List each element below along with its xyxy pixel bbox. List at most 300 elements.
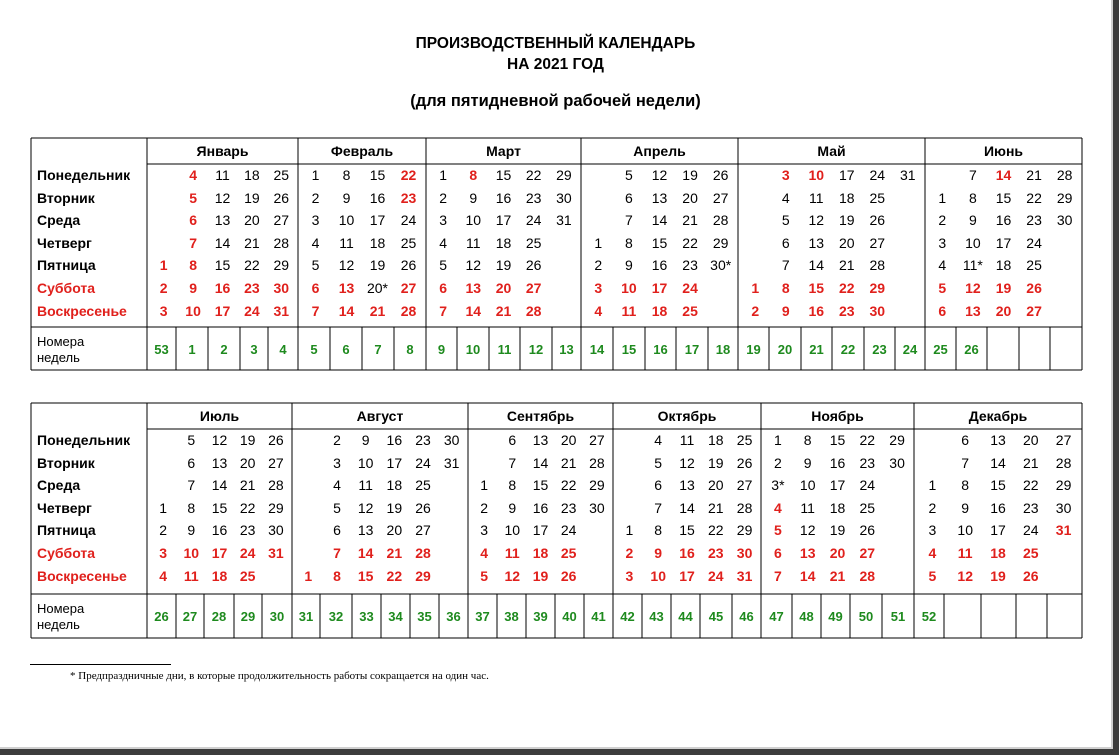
week-number: 45 [708, 609, 724, 624]
week-number: 25 [933, 342, 948, 357]
day-cell: 4 [654, 432, 663, 448]
day-cell: 6 [508, 432, 517, 448]
day-cell: 4 [159, 567, 167, 584]
week-number: 53 [154, 342, 169, 357]
week-number: 6 [342, 342, 350, 357]
day-cell: 23 [1023, 499, 1039, 516]
day-cell: 18 [995, 257, 1012, 274]
day-cell: 15 [211, 499, 228, 516]
month-name: Июль [199, 408, 240, 424]
day-cell: 11 [808, 189, 824, 206]
week-number: 21 [809, 342, 824, 357]
day-cell: 22 [1023, 477, 1039, 494]
day-cell: 3 [938, 234, 947, 251]
day-cell: 30 [556, 189, 572, 206]
week-number: 50 [858, 609, 874, 624]
day-cell: 13 [965, 302, 981, 319]
day-cell: 17 [214, 302, 231, 319]
day-cell: 27 [736, 477, 753, 494]
month-name: Май [817, 143, 846, 159]
day-cell: 12 [965, 280, 981, 296]
day-cell: 13 [799, 545, 816, 561]
day-cell: 15 [990, 477, 1006, 494]
day-cell: 29 [869, 280, 886, 296]
day-cell: 24 [525, 212, 542, 229]
day-cell: 24 [239, 545, 256, 561]
day-cell: 11 [679, 432, 695, 448]
day-cell: 27 [400, 280, 417, 296]
day-cell: 10 [808, 167, 825, 183]
month-name: Январь [196, 143, 249, 159]
day-cell: 22 [859, 432, 876, 448]
month-name: Декабрь [968, 408, 1028, 424]
day-cell: 23 [560, 499, 577, 516]
day-cell: 24 [1026, 234, 1042, 251]
day-cell: 3 [159, 302, 168, 319]
week-number: 14 [589, 342, 605, 357]
day-cell: 8 [189, 257, 197, 274]
day-cell: 26 [1023, 567, 1039, 584]
day-cell: 27 [589, 432, 605, 448]
day-cell: 19 [244, 189, 260, 206]
day-cell: 31 [736, 567, 753, 584]
month-name: Июнь [983, 143, 1024, 159]
day-cell: 2 [311, 189, 320, 206]
day-cell: 17 [369, 212, 386, 229]
day-cell: 27 [525, 280, 542, 296]
day-cell: 3 [594, 280, 603, 296]
day-cell: 11 [183, 567, 199, 584]
day-cell: 3 [928, 522, 937, 539]
day-cell: 1 [159, 499, 167, 516]
day-cell: 14 [214, 234, 231, 251]
day-cell: 13 [679, 477, 695, 494]
day-cell: 2 [938, 212, 947, 229]
viewer-edge-bottom [0, 749, 1119, 755]
month-name: Ноябрь [811, 408, 864, 424]
day-name-2: Вторник [37, 454, 95, 471]
day-cell: 7 [439, 302, 447, 319]
week-number: 46 [739, 609, 754, 624]
day-cell: 24 [1023, 522, 1039, 539]
day-cell: 24 [560, 522, 577, 539]
week-number: 32 [328, 609, 344, 624]
day-cell: 18 [532, 545, 549, 561]
day-cell: 9 [361, 432, 370, 448]
day-cell: 8 [961, 477, 970, 494]
day-cell: 1 [928, 477, 937, 494]
day-cell: 6 [439, 280, 447, 296]
day-cell: 20 [244, 212, 260, 229]
day-cell: 22 [838, 280, 855, 296]
day-cell: 20 [995, 302, 1012, 319]
day-cell: 25 [682, 302, 698, 319]
day-cell: 19 [495, 257, 512, 274]
day-cell: 26 [400, 257, 417, 274]
day-cell: 28 [712, 212, 729, 229]
day-cell: 12 [504, 567, 521, 584]
day-cell: 23 [1026, 212, 1042, 229]
day-cell: 12 [465, 257, 482, 274]
day-cell: 1 [311, 167, 320, 183]
day-cell: 8 [508, 477, 517, 494]
day-cell: 23 [415, 432, 431, 448]
day-cell: 28 [869, 257, 886, 274]
day-cell: 15 [495, 167, 512, 183]
day-cell: 12 [214, 189, 231, 206]
day-cell: 5 [938, 280, 947, 296]
day-cell: 16 [214, 280, 231, 296]
day-cell: 6 [187, 454, 196, 471]
day-cell: 14 [679, 499, 695, 516]
day-cell: 16 [386, 432, 403, 448]
weeks-label: Номера [37, 601, 85, 616]
week-number: 3 [250, 342, 258, 357]
month-name: Март [486, 143, 521, 159]
day-cell: 5 [480, 567, 488, 584]
day-cell: 3 [159, 545, 167, 561]
day-cell: 8 [342, 167, 351, 183]
day-cell: 2 [159, 280, 168, 296]
week-number: 29 [240, 609, 256, 624]
day-cell: 6 [781, 234, 790, 251]
day-cell: 6 [624, 189, 633, 206]
day-cell: 24 [708, 567, 724, 584]
day-cell: 29 [889, 432, 905, 448]
day-cell: 9 [187, 522, 196, 539]
day-cell: 25 [525, 234, 542, 251]
day-cell: 20 [239, 454, 256, 471]
day-cell: 17 [651, 280, 668, 296]
day-cell: 7 [624, 212, 633, 229]
day-cell: 26 [736, 454, 753, 471]
day-cell: 26 [712, 167, 729, 183]
week-number: 49 [828, 609, 843, 624]
day-cell: 15 [357, 567, 374, 584]
day-cell: 28 [736, 499, 753, 516]
day-cell: 21 [244, 234, 260, 251]
day-cell: 24 [244, 302, 260, 319]
day-cell: 23 [244, 280, 260, 296]
day-cell: 7 [333, 545, 341, 561]
day-cell: 14 [990, 454, 1006, 471]
day-cell: 20 [495, 280, 512, 296]
day-cell: 12 [651, 167, 668, 183]
day-cell: 13 [211, 454, 228, 471]
day-cell: 16 [495, 189, 512, 206]
day-cell: 11 [621, 302, 637, 319]
day-cell: 30 [589, 499, 605, 516]
day-cell: 2 [625, 545, 634, 561]
day-cell: 13 [808, 234, 825, 251]
day-cell: 31 [268, 545, 284, 561]
day-cell: 28 [525, 302, 542, 319]
day-cell: 21 [829, 567, 846, 584]
day-cell: 18 [211, 567, 228, 584]
day-cell: 29 [1055, 477, 1072, 494]
week-number: 16 [653, 342, 668, 357]
day-cell: 16 [808, 302, 825, 319]
week-number: 39 [533, 609, 548, 624]
day-cell: 30 [889, 454, 905, 471]
day-cell: 30* [710, 257, 732, 274]
day-cell: 31 [1055, 522, 1072, 539]
day-cell: 30 [443, 432, 460, 448]
day-cell: 31 [273, 302, 290, 319]
day-cell: 4 [189, 167, 197, 183]
week-number: 1 [188, 342, 196, 357]
day-cell: 21 [495, 302, 512, 319]
day-cell: 11 [504, 545, 520, 561]
day-cell: 15 [214, 257, 231, 274]
day-cell: 17 [838, 167, 855, 183]
day-cell: 18 [990, 545, 1006, 561]
day-cell: 21 [386, 545, 403, 561]
week-number: 33 [359, 609, 374, 624]
day-cell: 23 [838, 302, 855, 319]
day-cell: 30 [1055, 499, 1072, 516]
month-name: Август [356, 408, 404, 424]
day-cell: 4 [938, 257, 947, 274]
day-cell: 19 [682, 167, 698, 183]
day-cell: 4 [480, 545, 488, 561]
day-cell: 22 [525, 167, 542, 183]
day-cell: 17 [495, 212, 512, 229]
day-cell: 13 [651, 189, 668, 206]
day-cell: 29 [273, 257, 290, 274]
day-cell: 8 [333, 567, 341, 584]
day-cell: 10 [338, 212, 355, 229]
day-cell: 13 [214, 212, 231, 229]
day-cell: 26 [415, 499, 431, 516]
day-cell: 10 [621, 280, 637, 296]
day-cell: 25 [736, 432, 753, 448]
footnote-separator [30, 664, 171, 665]
day-cell: 6 [654, 477, 663, 494]
day-cell: 12 [211, 432, 228, 448]
day-cell: 9 [342, 189, 351, 206]
day-cell: 26 [1026, 280, 1042, 296]
day-name-5: Пятница [37, 522, 96, 539]
day-cell: 27 [1026, 302, 1042, 319]
day-cell: 18 [244, 167, 260, 183]
day-cell: 15 [995, 189, 1012, 206]
day-cell: 25 [869, 189, 886, 206]
day-cell: 27 [273, 212, 290, 229]
day-cell: 17 [679, 567, 695, 584]
day-cell: 6 [333, 522, 341, 539]
day-cell: 17 [829, 477, 846, 494]
day-cell: 5 [439, 257, 447, 274]
weeks-label-2: недель [37, 350, 80, 365]
week-number: 4 [279, 342, 287, 357]
day-cell: 10 [183, 545, 200, 561]
day-cell: 29 [589, 477, 605, 494]
day-cell: 14 [808, 257, 825, 274]
day-cell: 7 [781, 257, 790, 274]
day-cell: 3 [480, 522, 488, 539]
week-number: 28 [211, 609, 227, 624]
day-cell: 7 [311, 302, 320, 319]
day-cell: 10 [465, 212, 482, 229]
day-name-4: Четверг [37, 499, 92, 516]
day-cell: 2 [333, 432, 341, 448]
weeks-label-2: недель [37, 617, 80, 632]
week-number: 37 [475, 609, 490, 624]
day-cell: 28 [1056, 167, 1073, 183]
day-cell: 8 [968, 189, 977, 206]
day-cell: 23 [708, 545, 724, 561]
day-cell: 13 [357, 522, 374, 539]
day-cell: 20* [366, 280, 389, 296]
day-cell: 18 [829, 499, 846, 516]
day-cell: 7 [968, 167, 977, 183]
month-name: Сентябрь [506, 408, 575, 424]
day-cell: 13 [990, 432, 1006, 448]
day-cell: 22 [708, 522, 724, 539]
day-name-1: Понедельник [37, 167, 131, 183]
day-cell: 31 [556, 212, 572, 229]
day-cell: 7 [508, 454, 517, 471]
day-cell: 27 [859, 545, 876, 561]
day-cell: 19 [386, 499, 403, 516]
day-cell: 11 [339, 234, 354, 251]
week-number: 11 [497, 342, 512, 357]
day-cell: 25 [1026, 257, 1042, 274]
day-cell: 15 [532, 477, 549, 494]
day-cell: 23 [525, 189, 542, 206]
day-cell: 30 [1056, 212, 1073, 229]
week-number: 51 [890, 609, 906, 624]
day-cell: 28 [589, 454, 605, 471]
day-cell: 11 [800, 499, 815, 516]
day-cell: 9 [654, 545, 663, 561]
day-cell: 5 [311, 257, 320, 274]
day-cell: 21 [1023, 454, 1039, 471]
day-cell: 24 [415, 454, 431, 471]
day-cell: 16 [829, 454, 846, 471]
day-cell: 7 [961, 454, 970, 471]
day-cell: 9 [803, 454, 812, 471]
day-cell: 6 [189, 212, 197, 229]
day-cell: 19 [369, 257, 386, 274]
day-name-5: Пятница [37, 257, 96, 274]
day-cell: 1 [159, 257, 168, 274]
day-cell: 21 [1026, 167, 1042, 183]
day-cell: 4 [311, 234, 320, 251]
week-number: 9 [437, 342, 446, 357]
day-name-7: Воскресенье [37, 302, 127, 319]
day-cell: 2 [774, 454, 782, 471]
day-cell: 5 [624, 167, 633, 183]
day-cell: 11* [962, 257, 983, 274]
day-cell: 12 [957, 567, 973, 584]
day-cell: 11 [215, 167, 230, 183]
day-cell: 2 [159, 522, 167, 539]
day-cell: 20 [682, 189, 698, 206]
day-cell: 19 [239, 432, 256, 448]
week-number: 47 [769, 609, 784, 624]
day-cell: 1 [594, 234, 603, 251]
week-number: 35 [417, 609, 432, 624]
day-cell: 26 [525, 257, 542, 274]
day-cell: 24 [869, 167, 886, 183]
day-cell: 30 [268, 522, 284, 539]
week-number: 42 [620, 609, 635, 624]
day-cell: 22 [239, 499, 256, 516]
week-number: 30 [269, 609, 285, 624]
day-cell: 2 [594, 257, 603, 274]
day-cell: 14 [357, 545, 374, 561]
day-cell: 5 [781, 212, 790, 229]
day-cell: 16 [679, 545, 695, 561]
day-cell: 16 [651, 257, 668, 274]
day-cell: 22 [244, 257, 260, 274]
day-cell: 22 [386, 567, 403, 584]
day-cell: 7 [654, 499, 663, 516]
day-name-7: Воскресенье [37, 567, 127, 584]
day-cell: 27 [869, 234, 886, 251]
day-cell: 17 [386, 454, 403, 471]
day-cell: 16 [990, 499, 1006, 516]
day-cell: 10 [650, 567, 666, 584]
day-cell: 14 [995, 167, 1012, 183]
day-cell: 3 [311, 212, 320, 229]
day-cell: 14 [338, 302, 355, 319]
day-cell: 23 [682, 257, 698, 274]
day-cell: 8 [469, 167, 478, 183]
day-cell: 12 [799, 522, 816, 539]
day-cell: 17 [211, 545, 228, 561]
week-number: 36 [446, 609, 461, 624]
day-cell: 3* [771, 477, 785, 494]
day-cell: 10 [185, 302, 201, 319]
day-cell: 25 [415, 477, 431, 494]
week-number: 20 [777, 342, 793, 357]
day-cell: 5 [187, 432, 196, 448]
day-name-4: Четверг [37, 234, 92, 251]
day-cell: 9 [961, 499, 970, 516]
day-cell: 5 [928, 567, 937, 584]
day-cell: 26 [273, 189, 290, 206]
day-name-2: Вторник [37, 189, 95, 206]
day-cell: 29 [415, 567, 431, 584]
week-number: 27 [182, 609, 198, 624]
day-cell: 19 [995, 280, 1012, 296]
day-cell: 2 [751, 302, 760, 319]
day-cell: 11 [957, 545, 973, 561]
day-cell: 19 [532, 567, 549, 584]
month-name: Февраль [330, 143, 394, 159]
day-cell: 8 [781, 280, 790, 296]
day-cell: 24 [859, 477, 876, 494]
week-number: 38 [504, 609, 519, 624]
day-cell: 12 [679, 454, 695, 471]
day-name-3: Среда [37, 477, 81, 494]
day-cell: 29 [556, 167, 572, 183]
day-cell: 10 [965, 234, 981, 251]
day-cell: 17 [532, 522, 549, 539]
day-cell: 29 [1056, 189, 1073, 206]
day-cell: 21 [838, 257, 855, 274]
day-cell: 23 [859, 454, 876, 471]
day-cell: 9 [189, 280, 197, 296]
day-cell: 15 [808, 280, 825, 296]
day-cell: 31 [443, 454, 460, 471]
day-cell: 21 [239, 477, 256, 494]
day-cell: 12 [357, 499, 374, 516]
day-cell: 27 [1055, 432, 1072, 448]
